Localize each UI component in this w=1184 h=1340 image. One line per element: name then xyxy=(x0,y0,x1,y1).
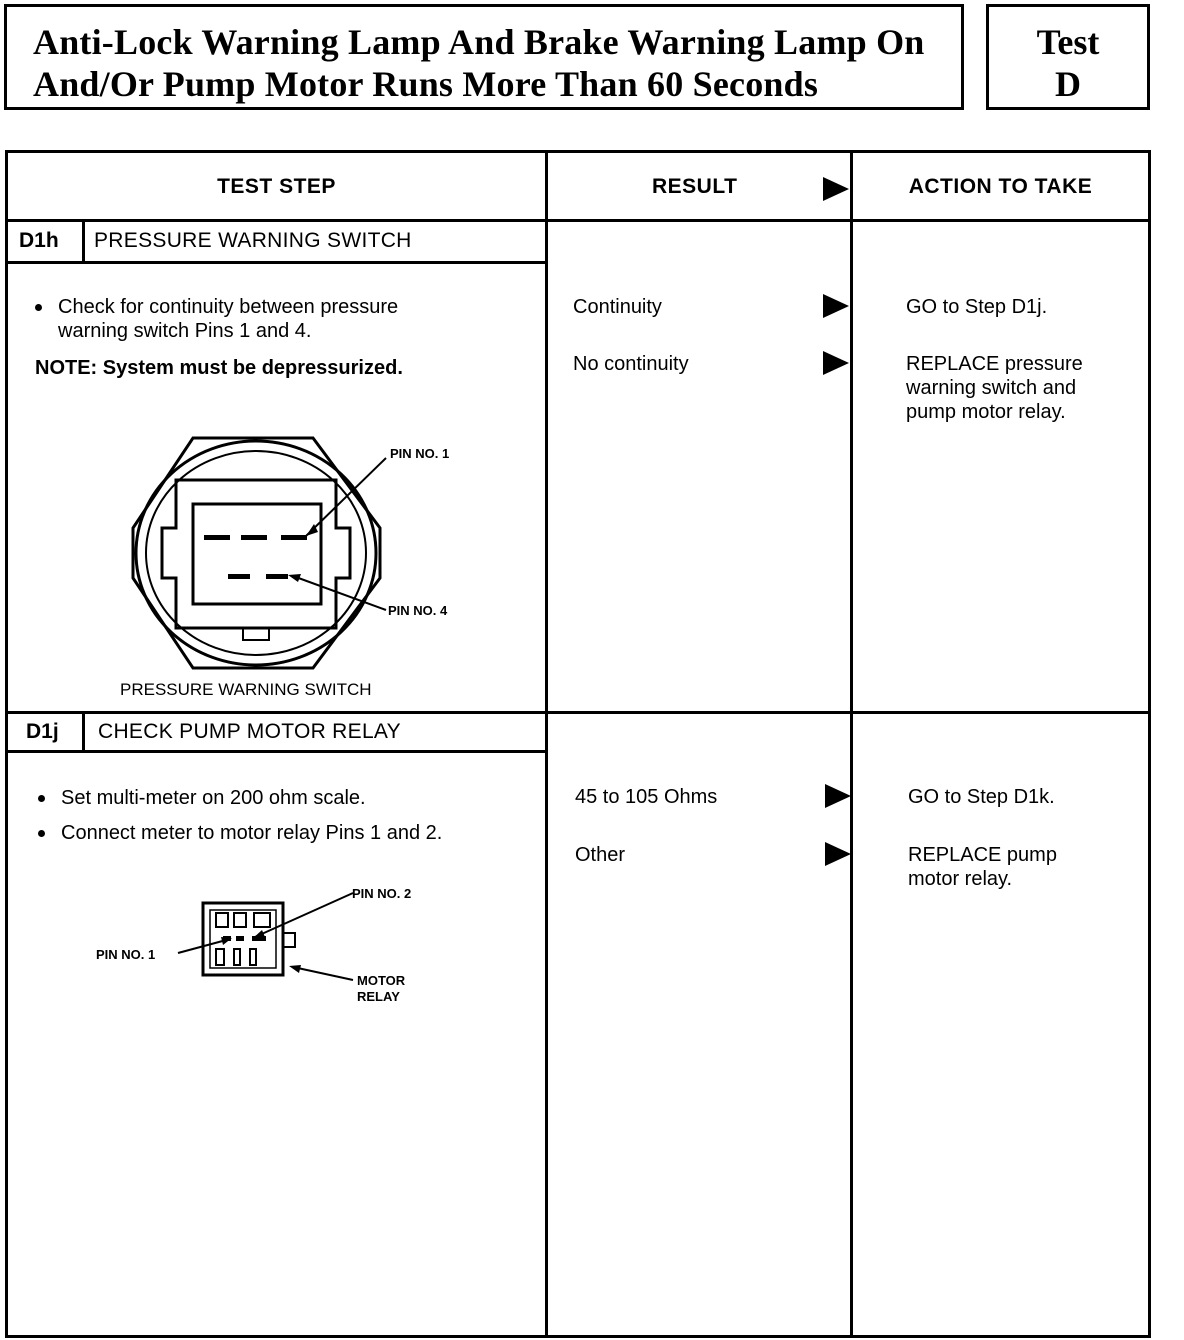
motor-label: MOTOR xyxy=(357,973,406,988)
d1h-action-continuity: GO to Step D1j. xyxy=(906,296,1048,318)
step-d1h-instruction-line-1: Check for continuity between pressure xyxy=(58,296,399,318)
page-title-box xyxy=(4,4,964,110)
d1h-action-no-continuity-line-2: warning switch and xyxy=(906,377,1077,399)
column-divider-action xyxy=(850,153,853,1335)
bullet-icon xyxy=(38,830,45,837)
step-d1h-id-divider xyxy=(82,222,85,261)
column-header-test-step: TEST STEP xyxy=(217,175,336,198)
test-id-box xyxy=(986,4,1150,110)
d1j-action-45-105-ohms: GO to Step D1k. xyxy=(908,786,1055,808)
column-header-result xyxy=(548,153,850,221)
result-arrow-icon xyxy=(823,294,849,318)
step-d1j-id: D1j xyxy=(26,720,59,743)
step-d1h-header-divider xyxy=(8,261,545,264)
column-header-action: ACTION TO TAKE xyxy=(908,175,1093,198)
result-arrow-icon xyxy=(825,842,851,866)
bullet-icon xyxy=(35,304,42,311)
step-d1j-title: CHECK PUMP MOTOR RELAY xyxy=(98,720,401,743)
d1j-action-other-line-2: motor relay. xyxy=(908,868,1013,890)
d1h-action-no-continuity-line-3: pump motor relay. xyxy=(906,401,1066,423)
d1h-action-no-continuity-line-1: REPLACE pressure xyxy=(906,353,1083,375)
page-title-line-1: Anti-Lock Warning Lamp And Brake Warning Lamp On xyxy=(33,22,925,62)
step-d1h-title: PRESSURE WARNING SWITCH xyxy=(94,229,412,252)
pressure-warning-switch-caption: PRESSURE WARNING SWITCH xyxy=(120,680,372,699)
column-header-result-label: RESULT xyxy=(652,175,738,198)
d1j-action-other-line-1: REPLACE pump xyxy=(908,844,1057,866)
d1j-result-45-105-ohms: 45 to 105 Ohms xyxy=(575,786,718,808)
step-d1j-instruction-2: Connect meter to motor relay Pins 1 and 2. xyxy=(61,822,443,844)
step-d1h-note: NOTE: System must be depressurized. xyxy=(35,357,403,379)
relay-pin-no-2-label: PIN NO. 2 xyxy=(352,886,412,901)
d1j-result-other: Other xyxy=(575,844,626,866)
column-divider-result xyxy=(545,153,548,1335)
pin-no-1-label: PIN NO. 1 xyxy=(390,446,450,461)
d1h-result-no-continuity: No continuity xyxy=(573,353,689,375)
relay-label: RELAY xyxy=(357,989,400,1004)
test-id: D xyxy=(1055,64,1081,104)
d1h-result-continuity: Continuity xyxy=(573,296,662,318)
pressure-warning-switch-diagram xyxy=(118,428,478,678)
relay-pin-no-1-label: PIN NO. 1 xyxy=(96,947,156,962)
result-arrow-icon xyxy=(825,784,851,808)
pin-no-4-label: PIN NO. 4 xyxy=(388,603,448,618)
diagnostic-table xyxy=(5,150,1151,1338)
header-arrow-icon xyxy=(823,177,849,201)
step-d1h-id: D1h xyxy=(19,229,59,252)
step-d1j-id-divider xyxy=(82,714,85,750)
step-d1j-instruction-1: Set multi-meter on 200 ohm scale. xyxy=(61,787,366,809)
step-d1j-header-divider xyxy=(8,750,545,753)
step-d1h-instruction-line-2: warning switch Pins 1 and 4. xyxy=(58,320,312,342)
bullet-icon xyxy=(38,795,45,802)
step-divider xyxy=(8,711,1148,714)
page-title-line-2: And/Or Pump Motor Runs More Than 60 Seconds xyxy=(33,64,819,104)
test-label: Test xyxy=(1036,22,1100,62)
result-arrow-icon xyxy=(823,351,849,375)
